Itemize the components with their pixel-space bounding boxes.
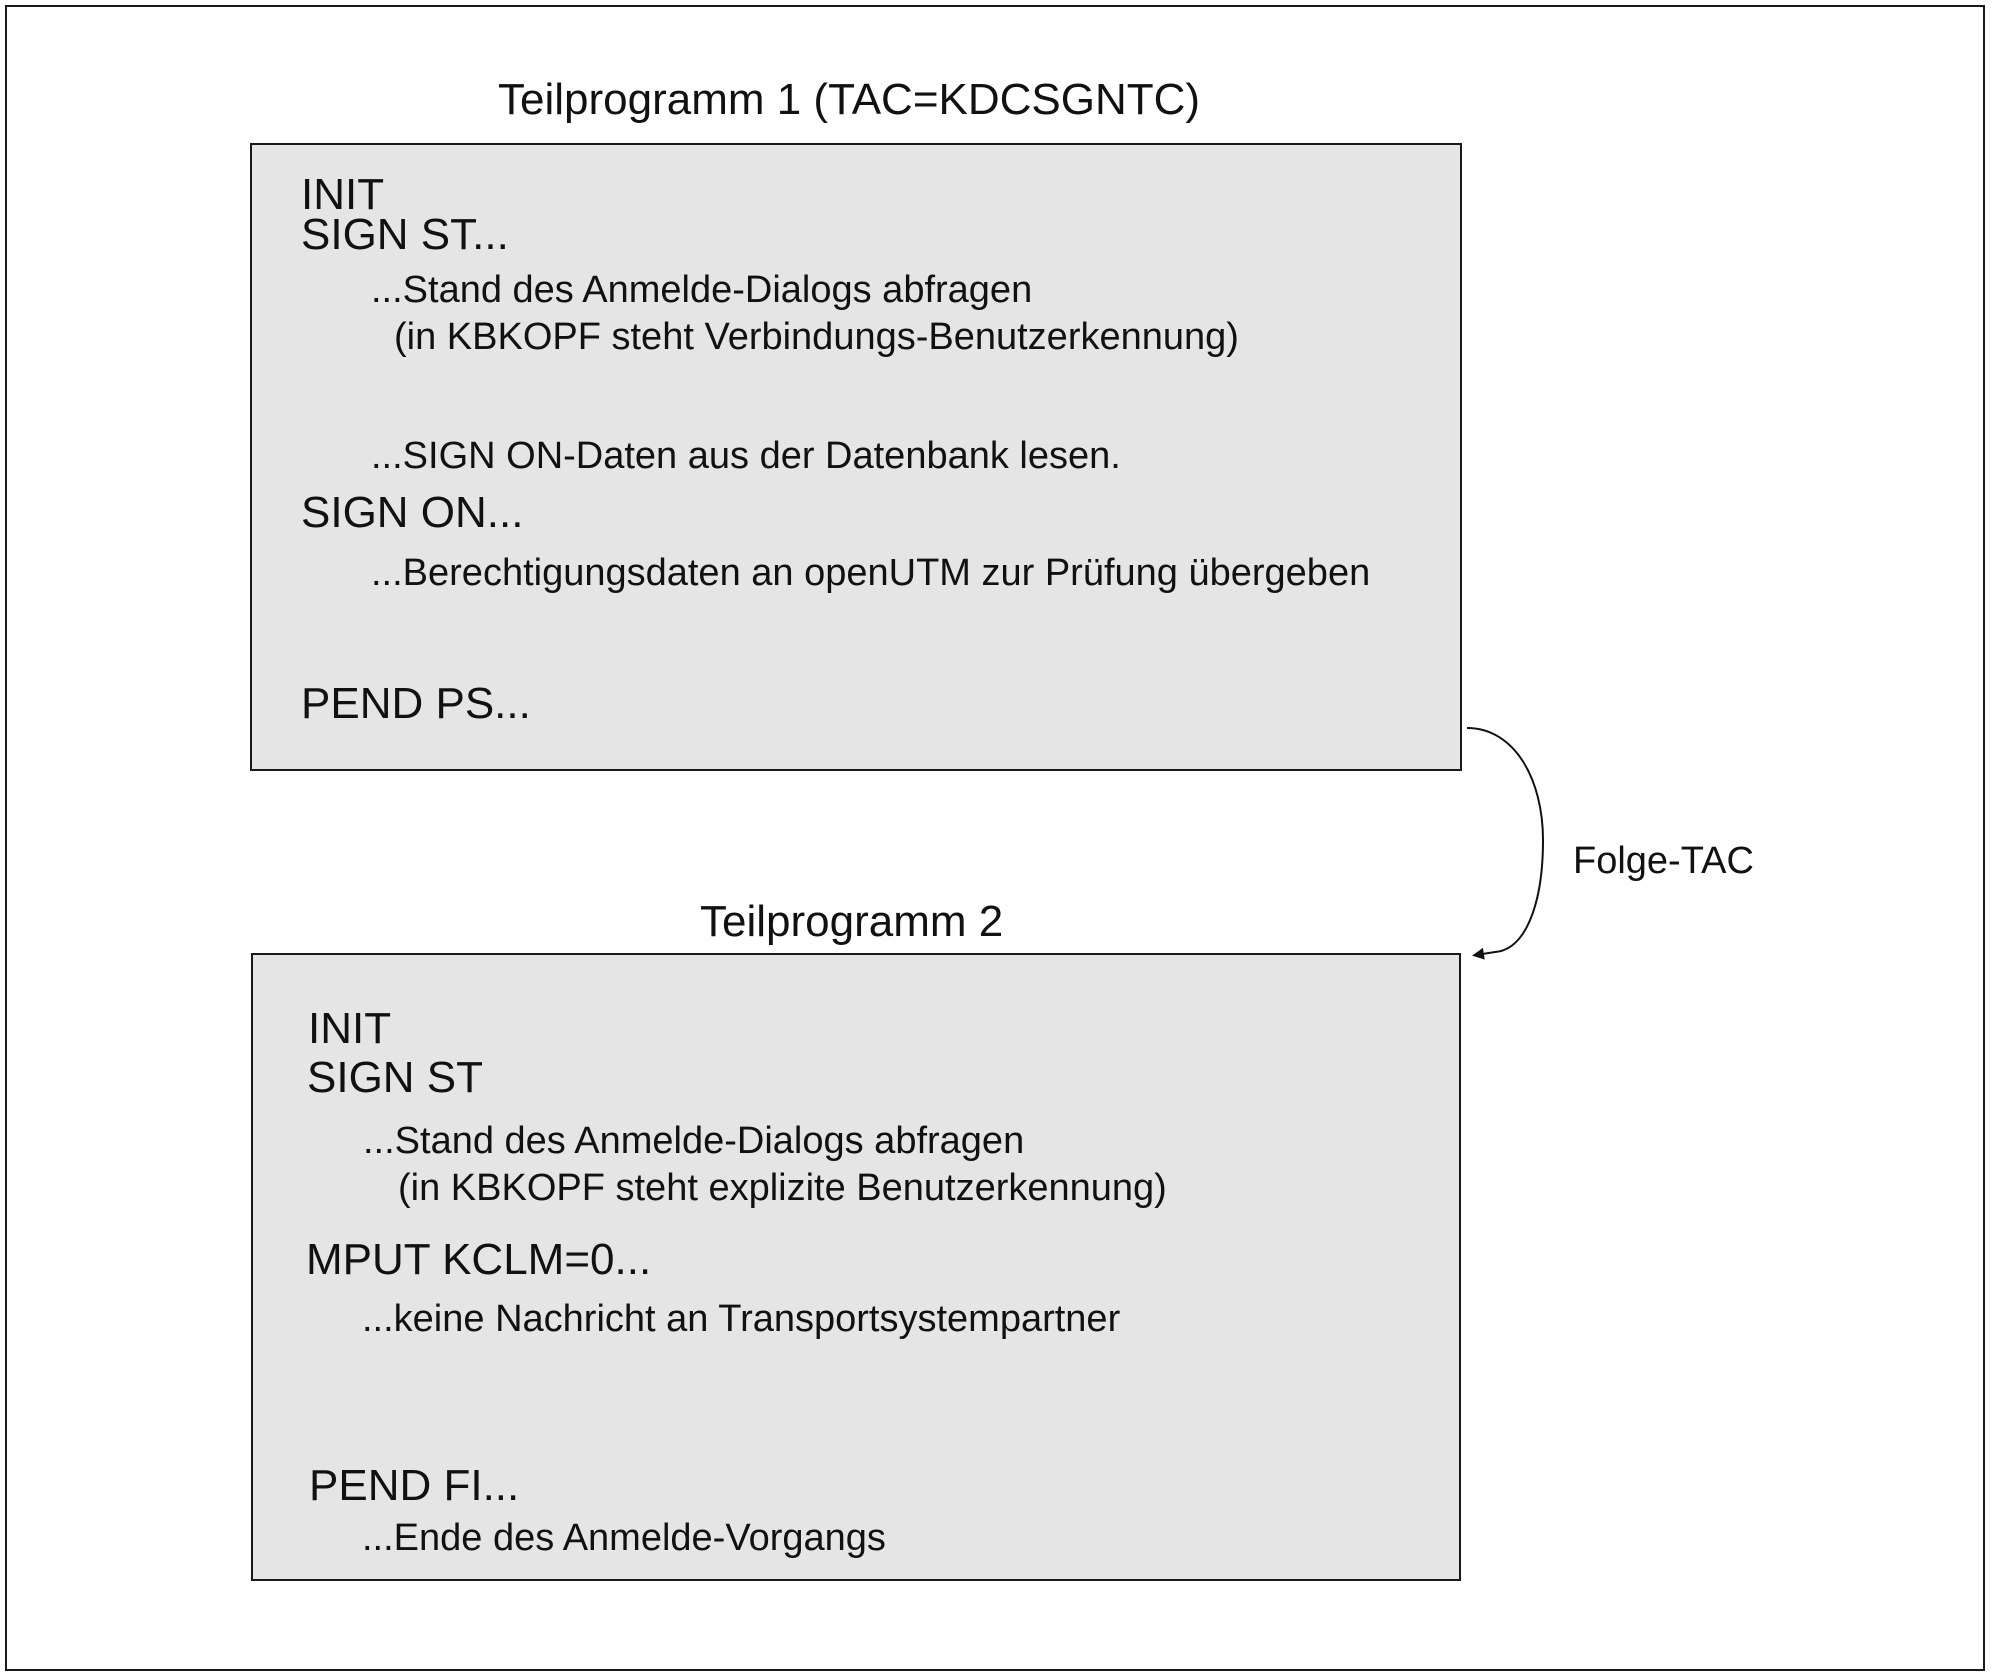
program2-mput: MPUT KCLM=0...	[306, 1235, 652, 1284]
program1-note-kbkopf: (in KBKOPF steht Verbindungs-Benutzerkennung)	[394, 316, 1239, 358]
program2-init: INIT	[308, 1004, 392, 1053]
program2-pend-fi: PEND FI...	[309, 1461, 520, 1510]
program2-note-kbkopf: (in KBKOPF steht explizite Benutzerkennung)	[398, 1167, 1167, 1209]
program2-sign-st: SIGN ST	[307, 1053, 484, 1102]
folge-tac-label: Folge-TAC	[1573, 840, 1754, 882]
program1-sign-st: SIGN ST...	[301, 210, 509, 259]
program1-init: INIT	[301, 170, 385, 219]
program2-title: Teilprogramm 2	[700, 897, 1004, 946]
program2-note-status: ...Stand des Anmelde-Dialogs abfragen	[363, 1120, 1025, 1162]
program2-note-no-message: ...keine Nachricht an Transportsystempartner	[362, 1298, 1121, 1340]
program1-title: Teilprogramm 1 (TAC=KDCSGNTC)	[498, 75, 1201, 124]
program2-box	[251, 953, 1461, 1581]
program1-note-status: ...Stand des Anmelde-Dialogs abfragen	[371, 269, 1033, 311]
program1-note-authorization: ...Berechtigungsdaten an openUTM zur Prüfung übergeben	[371, 552, 1371, 594]
program1-sign-on: SIGN ON...	[301, 488, 524, 537]
program1-box	[250, 143, 1462, 771]
program2-note-end: ...Ende des Anmelde-Vorgangs	[362, 1517, 886, 1559]
program1-pend-ps: PEND PS...	[301, 679, 531, 728]
program1-note-database: ...SIGN ON-Daten aus der Datenbank lesen.	[371, 435, 1121, 477]
